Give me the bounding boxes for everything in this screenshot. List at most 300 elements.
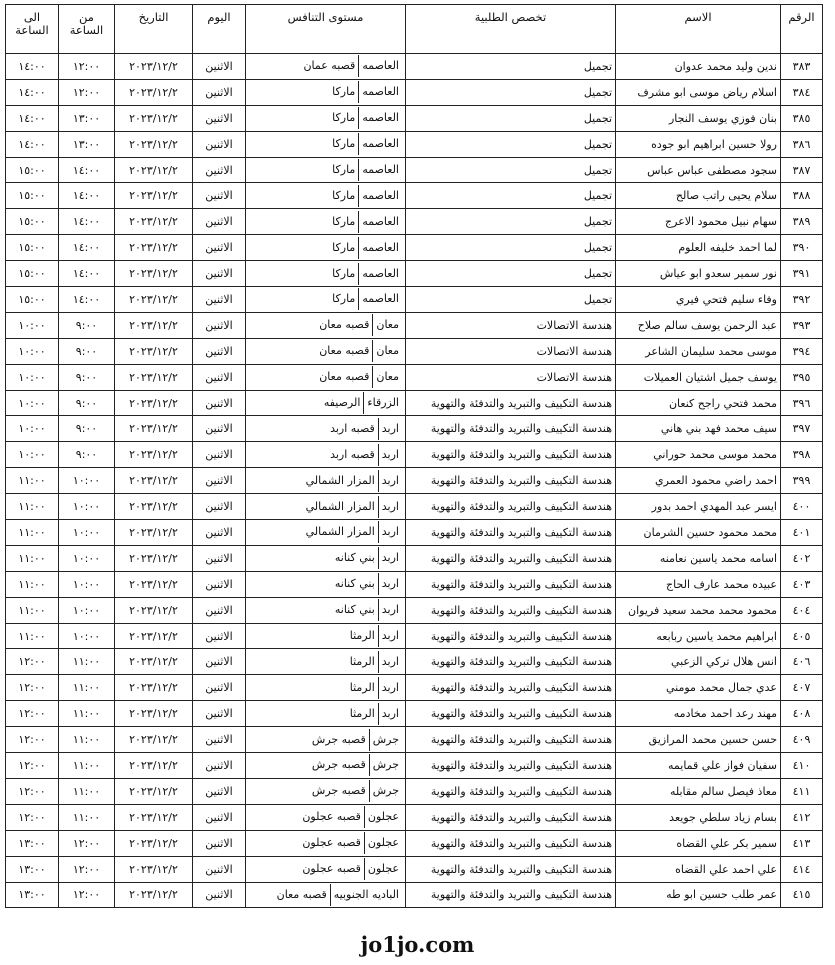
cell-to: ١٠:٠٠ xyxy=(6,338,59,364)
cell-to: ١٤:٠٠ xyxy=(6,131,59,157)
cell-to: ١١:٠٠ xyxy=(6,494,59,520)
cell-num: ٤١٣ xyxy=(781,830,823,856)
level-district: ماركا xyxy=(329,159,359,181)
cell-from: ٩:٠٠ xyxy=(59,416,115,442)
level-district: ماركا xyxy=(329,263,359,285)
cell-name: نور سمير سعدو ابو عياش xyxy=(616,261,781,287)
cell-level xyxy=(246,105,406,131)
cell-day: الاثنين xyxy=(193,79,246,105)
cell-day: الاثنين xyxy=(193,442,246,468)
cell-level xyxy=(246,416,406,442)
level-governorate: الزرقاء xyxy=(367,396,399,410)
cell-from: ١٠:٠٠ xyxy=(59,468,115,494)
cell-date: ٢٠٢٣/١٢/٢ xyxy=(115,416,193,442)
cell-to: ١٠:٠٠ xyxy=(6,442,59,468)
cell-from: ٩:٠٠ xyxy=(59,442,115,468)
cell-to: ١٥:٠٠ xyxy=(6,183,59,209)
cell-day: الاثنين xyxy=(193,364,246,390)
cell-date: ٢٠٢٣/١٢/٢ xyxy=(115,312,193,338)
cell-level xyxy=(246,183,406,209)
cell-spec: تجميل xyxy=(406,105,616,131)
level-district: قصبه عجلون xyxy=(299,806,365,828)
cell-level xyxy=(246,209,406,235)
cell-day: الاثنين xyxy=(193,882,246,908)
cell-level xyxy=(246,79,406,105)
cell-to: ١١:٠٠ xyxy=(6,597,59,623)
cell-to: ١٢:٠٠ xyxy=(6,753,59,779)
cell-name: احمد راضي محمود العمري xyxy=(616,468,781,494)
level-district: قصبه عجلون xyxy=(299,832,365,854)
cell-num: ٣٨٥ xyxy=(781,105,823,131)
level-district: قصبه اربد xyxy=(327,444,379,466)
level-district: الرصيفه xyxy=(321,392,365,414)
cell-level xyxy=(246,649,406,675)
cell-day: الاثنين xyxy=(193,727,246,753)
table-row xyxy=(6,701,823,727)
cell-name: معاذ فيصل سالم مقابله xyxy=(616,778,781,804)
level-governorate: اربد xyxy=(381,525,399,539)
cell-to: ١٤:٠٠ xyxy=(6,54,59,80)
cell-day: الاثنين xyxy=(193,312,246,338)
cell-to: ١٥:٠٠ xyxy=(6,157,59,183)
cell-from: ١١:٠٠ xyxy=(59,649,115,675)
table-row xyxy=(6,261,823,287)
level-governorate: العاصمه xyxy=(362,137,399,151)
level-district: ماركا xyxy=(329,288,359,310)
cell-name: يوسف جميل اشتيان العميلات xyxy=(616,364,781,390)
cell-level xyxy=(246,287,406,313)
cell-level xyxy=(246,545,406,571)
cell-from: ١٠:٠٠ xyxy=(59,520,115,546)
table-row xyxy=(6,727,823,753)
cell-date: ٢٠٢٣/١٢/٢ xyxy=(115,830,193,856)
cell-day: الاثنين xyxy=(193,287,246,313)
cell-day: الاثنين xyxy=(193,105,246,131)
level-governorate: عجلون xyxy=(367,836,399,850)
cell-spec: تجميل xyxy=(406,287,616,313)
cell-name: موسى محمد سليمان الشاعر xyxy=(616,338,781,364)
cell-spec: هندسة التكييف والتبريد والتدفئة والتهوية xyxy=(406,882,616,908)
cell-spec: هندسة التكييف والتبريد والتدفئة والتهوية xyxy=(406,778,616,804)
level-governorate: معان xyxy=(376,370,399,384)
table-row xyxy=(6,287,823,313)
cell-date: ٢٠٢٣/١٢/٢ xyxy=(115,364,193,390)
cell-date: ٢٠٢٣/١٢/٢ xyxy=(115,287,193,313)
cell-name: اسلام رياض موسى ابو مشرف xyxy=(616,79,781,105)
level-district: ماركا xyxy=(329,107,359,129)
level-governorate: العاصمه xyxy=(362,214,399,228)
cell-date: ٢٠٢٣/١٢/٢ xyxy=(115,882,193,908)
level-governorate: العاصمه xyxy=(362,266,399,280)
cell-level xyxy=(246,235,406,261)
level-district: الرمثا xyxy=(347,677,379,699)
cell-level xyxy=(246,520,406,546)
cell-date: ٢٠٢٣/١٢/٢ xyxy=(115,209,193,235)
header-date: التاريخ xyxy=(115,5,193,54)
cell-num: ٣٩٦ xyxy=(781,390,823,416)
cell-num: ٣٩٤ xyxy=(781,338,823,364)
cell-day: الاثنين xyxy=(193,597,246,623)
cell-num: ٤٠٥ xyxy=(781,623,823,649)
cell-day: الاثنين xyxy=(193,338,246,364)
cell-num: ٤٠٧ xyxy=(781,675,823,701)
cell-num: ٤٠١ xyxy=(781,520,823,546)
cell-day: الاثنين xyxy=(193,131,246,157)
cell-level xyxy=(246,623,406,649)
cell-level xyxy=(246,571,406,597)
cell-num: ٤٠٢ xyxy=(781,545,823,571)
header-num: الرقم xyxy=(781,5,823,54)
cell-num: ٣٩٥ xyxy=(781,364,823,390)
table-row xyxy=(6,105,823,131)
level-district: قصبه معان xyxy=(274,884,331,906)
table-row xyxy=(6,649,823,675)
cell-spec: هندسة التكييف والتبريد والتدفئة والتهوية xyxy=(406,753,616,779)
cell-date: ٢٠٢٣/١٢/٢ xyxy=(115,105,193,131)
cell-to: ١٣:٠٠ xyxy=(6,830,59,856)
level-governorate: اربد xyxy=(381,603,399,617)
cell-spec: تجميل xyxy=(406,157,616,183)
level-district: قصبه معان xyxy=(316,366,373,388)
cell-num: ٣٩٠ xyxy=(781,235,823,261)
cell-spec: هندسة التكييف والتبريد والتدفئة والتهوية xyxy=(406,494,616,520)
level-governorate: جرش xyxy=(372,732,399,746)
table-row xyxy=(6,54,823,80)
cell-from: ١٠:٠٠ xyxy=(59,623,115,649)
cell-to: ١١:٠٠ xyxy=(6,520,59,546)
cell-from: ١١:٠٠ xyxy=(59,804,115,830)
cell-date: ٢٠٢٣/١٢/٢ xyxy=(115,468,193,494)
cell-to: ١٤:٠٠ xyxy=(6,79,59,105)
level-governorate: جرش xyxy=(372,784,399,798)
cell-from: ١٤:٠٠ xyxy=(59,157,115,183)
cell-to: ١٥:٠٠ xyxy=(6,261,59,287)
level-district: قصبه عجلون xyxy=(299,858,365,880)
cell-date: ٢٠٢٣/١٢/٢ xyxy=(115,131,193,157)
cell-day: الاثنين xyxy=(193,54,246,80)
cell-name: بسام زياد سلطي جويعد xyxy=(616,804,781,830)
level-district: ماركا xyxy=(329,185,359,207)
level-governorate: العاصمه xyxy=(362,59,399,73)
cell-from: ١١:٠٠ xyxy=(59,727,115,753)
table-row xyxy=(6,209,823,235)
level-governorate: اربد xyxy=(381,421,399,435)
cell-level xyxy=(246,882,406,908)
cell-from: ١٠:٠٠ xyxy=(59,571,115,597)
cell-name: سجود مصطفى عباس عباس xyxy=(616,157,781,183)
cell-date: ٢٠٢٣/١٢/٢ xyxy=(115,623,193,649)
cell-day: الاثنين xyxy=(193,778,246,804)
cell-to: ١٥:٠٠ xyxy=(6,287,59,313)
cell-to: ١١:٠٠ xyxy=(6,545,59,571)
cell-level xyxy=(246,701,406,727)
cell-date: ٢٠٢٣/١٢/٢ xyxy=(115,856,193,882)
cell-level xyxy=(246,468,406,494)
cell-day: الاثنين xyxy=(193,649,246,675)
cell-num: ٣٨٩ xyxy=(781,209,823,235)
level-governorate: اربد xyxy=(381,706,399,720)
cell-name: ابراهيم محمد ياسين ربابعه xyxy=(616,623,781,649)
cell-name: عمر طلب حسين ابو طه xyxy=(616,882,781,908)
cell-level xyxy=(246,597,406,623)
cell-spec: هندسة التكييف والتبريد والتدفئة والتهوية xyxy=(406,856,616,882)
table-row xyxy=(6,856,823,882)
cell-level xyxy=(246,390,406,416)
header-from: من الساعة xyxy=(59,5,115,54)
level-governorate: معان xyxy=(376,318,399,332)
cell-name: بنان فوزي يوسف النجار xyxy=(616,105,781,131)
cell-date: ٢٠٢٣/١٢/٢ xyxy=(115,442,193,468)
level-governorate: اربد xyxy=(381,654,399,668)
cell-from: ٩:٠٠ xyxy=(59,364,115,390)
level-governorate: اربد xyxy=(381,577,399,591)
level-district: قصبه جرش xyxy=(309,729,370,751)
table-row xyxy=(6,597,823,623)
level-governorate: جرش xyxy=(372,758,399,772)
cell-num: ٣٨٤ xyxy=(781,79,823,105)
header-spec: تخصص الطلبية xyxy=(406,5,616,54)
cell-name: ايسر عبد المهدي احمد بدور xyxy=(616,494,781,520)
table-row xyxy=(6,442,823,468)
cell-date: ٢٠٢٣/١٢/٢ xyxy=(115,261,193,287)
cell-to: ١١:٠٠ xyxy=(6,623,59,649)
cell-spec: هندسة التكييف والتبريد والتدفئة والتهوية xyxy=(406,545,616,571)
cell-name: محمد فتحي راجح كنعان xyxy=(616,390,781,416)
cell-name: سهام نبيل محمود الاعرج xyxy=(616,209,781,235)
level-governorate: العاصمه xyxy=(362,188,399,202)
cell-spec: هندسة التكييف والتبريد والتدفئة والتهوية xyxy=(406,804,616,830)
table-row xyxy=(6,468,823,494)
level-district: ماركا xyxy=(329,133,359,155)
level-district: المزار الشمالي xyxy=(303,470,379,492)
cell-to: ١٠:٠٠ xyxy=(6,364,59,390)
cell-day: الاثنين xyxy=(193,209,246,235)
cell-date: ٢٠٢٣/١٢/٢ xyxy=(115,390,193,416)
cell-from: ١٠:٠٠ xyxy=(59,597,115,623)
cell-num: ٣٨٣ xyxy=(781,54,823,80)
cell-num: ٤٠٦ xyxy=(781,649,823,675)
table-row xyxy=(6,778,823,804)
cell-to: ١١:٠٠ xyxy=(6,571,59,597)
cell-to: ١٣:٠٠ xyxy=(6,882,59,908)
cell-spec: هندسة التكييف والتبريد والتدفئة والتهوية xyxy=(406,416,616,442)
cell-from: ١٣:٠٠ xyxy=(59,105,115,131)
cell-day: الاثنين xyxy=(193,520,246,546)
level-district: قصبه معان xyxy=(316,314,373,336)
cell-name: لما احمد خليفه العلوم xyxy=(616,235,781,261)
cell-num: ٤١٢ xyxy=(781,804,823,830)
cell-num: ٣٨٦ xyxy=(781,131,823,157)
header-row xyxy=(6,5,823,54)
cell-name: محمود محمد محمد سعيد فريوان xyxy=(616,597,781,623)
level-district: بني كنانه xyxy=(332,599,379,621)
level-governorate: عجلون xyxy=(367,810,399,824)
cell-level xyxy=(246,338,406,364)
cell-spec: هندسة التكييف والتبريد والتدفئة والتهوية xyxy=(406,649,616,675)
level-district: الرمثا xyxy=(347,703,379,725)
cell-day: الاثنين xyxy=(193,468,246,494)
cell-name: محمد موسى محمد حوراني xyxy=(616,442,781,468)
cell-day: الاثنين xyxy=(193,753,246,779)
cell-from: ١١:٠٠ xyxy=(59,675,115,701)
cell-name: سفيان فواز علي قمايمه xyxy=(616,753,781,779)
cell-spec: هندسة الاتصالات xyxy=(406,364,616,390)
cell-spec: هندسة التكييف والتبريد والتدفئة والتهوية xyxy=(406,675,616,701)
cell-date: ٢٠٢٣/١٢/٢ xyxy=(115,778,193,804)
level-governorate: اربد xyxy=(381,629,399,643)
table-row xyxy=(6,364,823,390)
level-governorate: الباديه الجنوبيه xyxy=(333,887,399,901)
cell-from: ١٢:٠٠ xyxy=(59,79,115,105)
cell-num: ٣٩٨ xyxy=(781,442,823,468)
level-district: قصبه جرش xyxy=(309,754,370,776)
cell-date: ٢٠٢٣/١٢/٢ xyxy=(115,649,193,675)
cell-date: ٢٠٢٣/١٢/٢ xyxy=(115,157,193,183)
cell-level xyxy=(246,727,406,753)
cell-from: ١٢:٠٠ xyxy=(59,882,115,908)
cell-from: ٩:٠٠ xyxy=(59,338,115,364)
table-row xyxy=(6,183,823,209)
header-level: مستوى التنافس xyxy=(246,5,406,54)
cell-num: ٤٠٠ xyxy=(781,494,823,520)
cell-from: ١٣:٠٠ xyxy=(59,131,115,157)
cell-num: ٣٨٨ xyxy=(781,183,823,209)
cell-date: ٢٠٢٣/١٢/٢ xyxy=(115,494,193,520)
cell-from: ١٤:٠٠ xyxy=(59,183,115,209)
cell-num: ٣٩١ xyxy=(781,261,823,287)
level-district: المزار الشمالي xyxy=(303,521,379,543)
cell-num: ٣٩٩ xyxy=(781,468,823,494)
cell-num: ٤١٤ xyxy=(781,856,823,882)
cell-spec: هندسة التكييف والتبريد والتدفئة والتهوية xyxy=(406,623,616,649)
cell-to: ١٠:٠٠ xyxy=(6,390,59,416)
level-district: الرمثا xyxy=(347,625,379,647)
cell-from: ١٤:٠٠ xyxy=(59,261,115,287)
level-district: الرمثا xyxy=(347,651,379,673)
cell-name: سلام يحيى راتب صالح xyxy=(616,183,781,209)
cell-day: الاثنين xyxy=(193,261,246,287)
cell-num: ٣٩٣ xyxy=(781,312,823,338)
cell-spec: تجميل xyxy=(406,131,616,157)
cell-date: ٢٠٢٣/١٢/٢ xyxy=(115,804,193,830)
cell-day: الاثنين xyxy=(193,701,246,727)
cell-name: سيف محمد فهد بني هاني xyxy=(616,416,781,442)
cell-name: حسن حسين محمد المرازيق xyxy=(616,727,781,753)
cell-spec: تجميل xyxy=(406,235,616,261)
cell-day: الاثنين xyxy=(193,675,246,701)
site-watermark: jo1jo.com xyxy=(360,932,475,957)
table-body xyxy=(6,54,823,908)
table-row xyxy=(6,416,823,442)
cell-to: ١٤:٠٠ xyxy=(6,105,59,131)
table-row xyxy=(6,157,823,183)
table-row xyxy=(6,235,823,261)
table-row xyxy=(6,675,823,701)
cell-date: ٢٠٢٣/١٢/٢ xyxy=(115,235,193,261)
cell-to: ١٠:٠٠ xyxy=(6,312,59,338)
table-row xyxy=(6,131,823,157)
cell-date: ٢٠٢٣/١٢/٢ xyxy=(115,54,193,80)
cell-day: الاثنين xyxy=(193,830,246,856)
table-row xyxy=(6,79,823,105)
cell-spec: هندسة التكييف والتبريد والتدفئة والتهوية xyxy=(406,597,616,623)
cell-day: الاثنين xyxy=(193,157,246,183)
cell-to: ١٣:٠٠ xyxy=(6,856,59,882)
table-row xyxy=(6,520,823,546)
level-district: قصبه اربد xyxy=(327,418,379,440)
table-row xyxy=(6,390,823,416)
level-governorate: اربد xyxy=(381,551,399,565)
cell-day: الاثنين xyxy=(193,390,246,416)
level-district: المزار الشمالي xyxy=(303,496,379,518)
cell-from: ١٢:٠٠ xyxy=(59,54,115,80)
cell-level xyxy=(246,157,406,183)
cell-date: ٢٠٢٣/١٢/٢ xyxy=(115,520,193,546)
cell-num: ٤١١ xyxy=(781,778,823,804)
cell-num: ٤٠٣ xyxy=(781,571,823,597)
cell-level xyxy=(246,830,406,856)
cell-day: الاثنين xyxy=(193,856,246,882)
cell-to: ١٢:٠٠ xyxy=(6,675,59,701)
level-governorate: العاصمه xyxy=(362,292,399,306)
cell-spec: تجميل xyxy=(406,209,616,235)
cell-day: الاثنين xyxy=(193,416,246,442)
cell-spec: هندسة التكييف والتبريد والتدفئة والتهوية xyxy=(406,571,616,597)
cell-num: ٤٠٤ xyxy=(781,597,823,623)
cell-from: ١٢:٠٠ xyxy=(59,856,115,882)
level-governorate: اربد xyxy=(381,680,399,694)
cell-spec: تجميل xyxy=(406,183,616,209)
cell-name: سمير بكر علي القضاه xyxy=(616,830,781,856)
cell-num: ٣٩٧ xyxy=(781,416,823,442)
cell-day: الاثنين xyxy=(193,545,246,571)
cell-date: ٢٠٢٣/١٢/٢ xyxy=(115,79,193,105)
level-governorate: اربد xyxy=(381,473,399,487)
cell-num: ٤٠٩ xyxy=(781,727,823,753)
cell-spec: هندسة الاتصالات xyxy=(406,312,616,338)
header-to: الى الساعة xyxy=(6,5,59,54)
cell-level xyxy=(246,364,406,390)
cell-level xyxy=(246,856,406,882)
table-row xyxy=(6,312,823,338)
cell-date: ٢٠٢٣/١٢/٢ xyxy=(115,753,193,779)
cell-to: ١٢:٠٠ xyxy=(6,727,59,753)
table-row xyxy=(6,571,823,597)
cell-from: ١١:٠٠ xyxy=(59,753,115,779)
cell-level xyxy=(246,753,406,779)
cell-from: ١٤:٠٠ xyxy=(59,209,115,235)
cell-name: عبد الرحمن يوسف سالم صلاح xyxy=(616,312,781,338)
cell-to: ١٢:٠٠ xyxy=(6,649,59,675)
cell-name: رولا حسين ابراهيم ابو جوده xyxy=(616,131,781,157)
cell-from: ١٠:٠٠ xyxy=(59,545,115,571)
cell-num: ٤١٥ xyxy=(781,882,823,908)
level-district: بني كنانه xyxy=(332,547,379,569)
table-row xyxy=(6,545,823,571)
cell-spec: تجميل xyxy=(406,54,616,80)
cell-spec: هندسة التكييف والتبريد والتدفئة والتهوية xyxy=(406,390,616,416)
table-row xyxy=(6,494,823,520)
cell-level xyxy=(246,312,406,338)
cell-to: ١٥:٠٠ xyxy=(6,235,59,261)
cell-date: ٢٠٢٣/١٢/٢ xyxy=(115,545,193,571)
cell-name: علي احمد علي القضاه xyxy=(616,856,781,882)
level-governorate: العاصمه xyxy=(362,111,399,125)
cell-spec: هندسة التكييف والتبريد والتدفئة والتهوية xyxy=(406,727,616,753)
cell-num: ٤٠٨ xyxy=(781,701,823,727)
level-governorate: اربد xyxy=(381,499,399,513)
cell-num: ٤١٠ xyxy=(781,753,823,779)
